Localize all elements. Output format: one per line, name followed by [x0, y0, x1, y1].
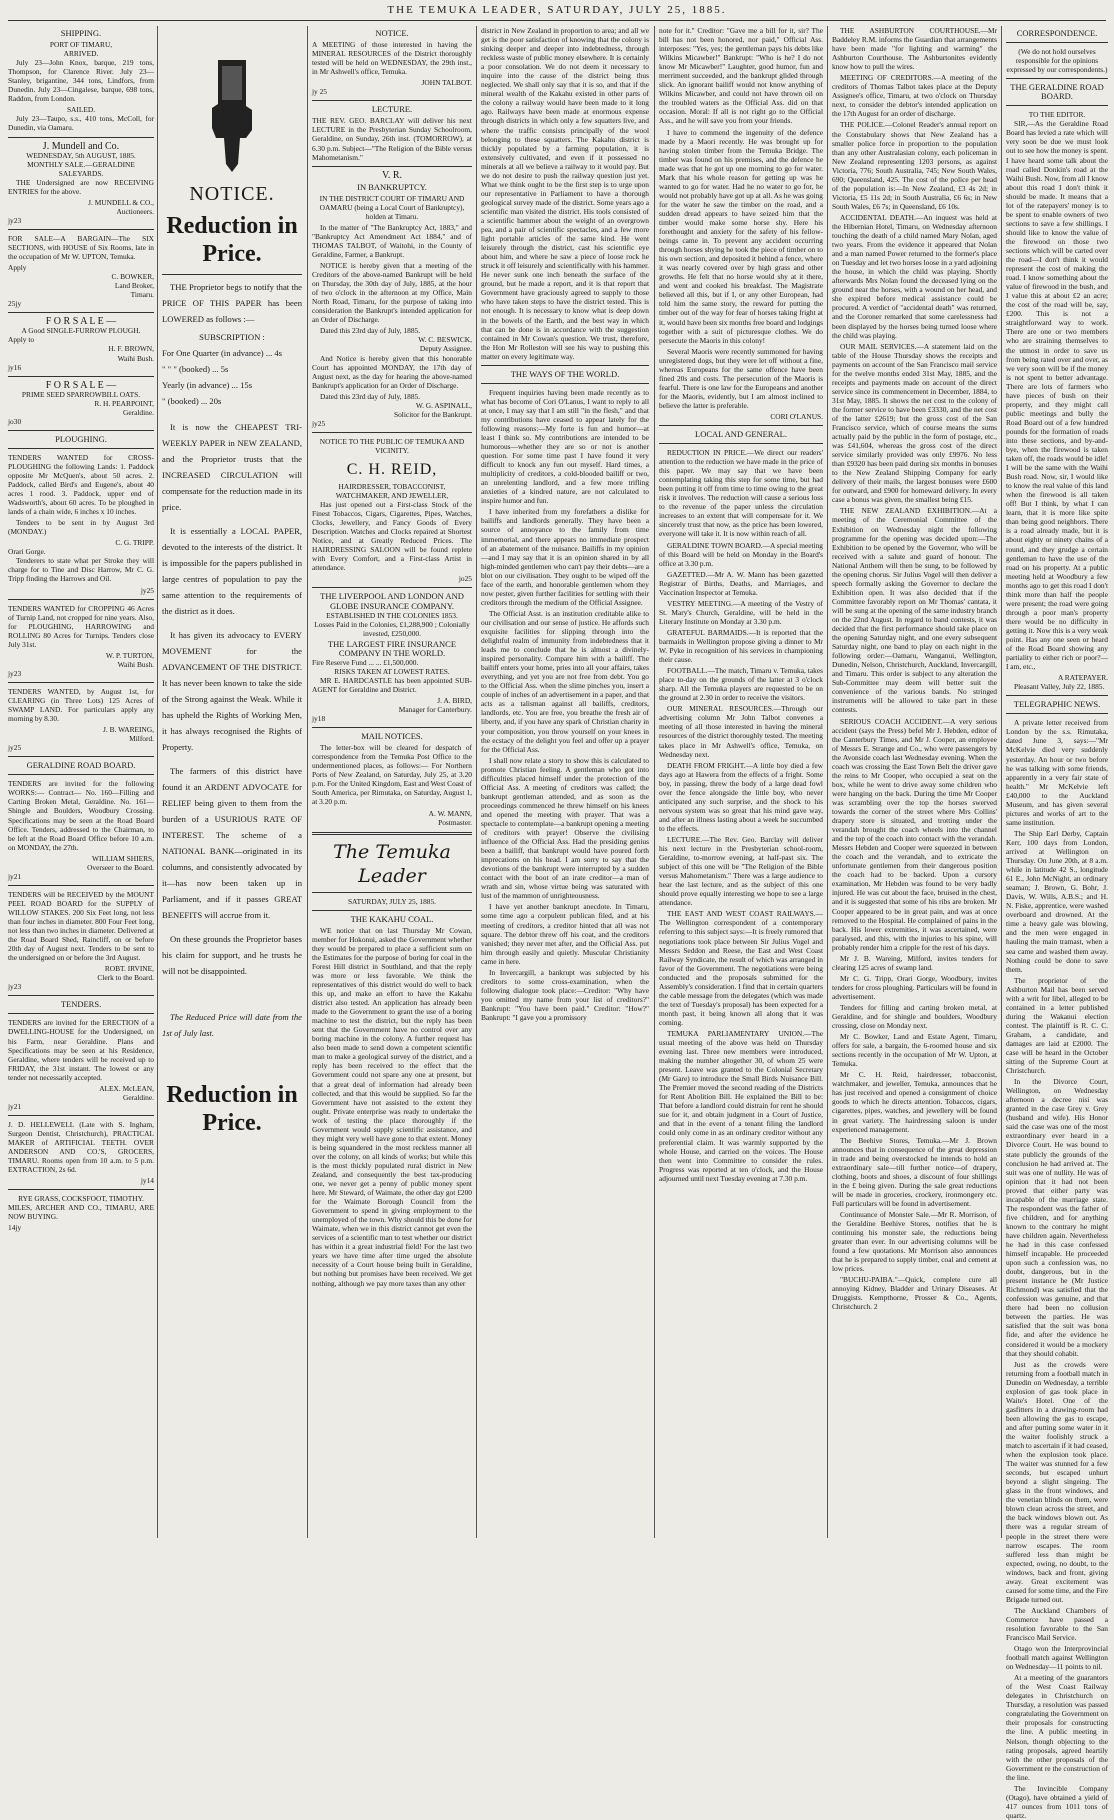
ad-text: In the matter of "The Bankruptcy Act, 1883," and "Bankruptcy Act Amendment Act 1884," and of THOMAS TALBOT, of Waitohi, in the County of Geraldine, Farmer, a Bankrupt.	[312, 222, 472, 259]
ad-subheading: HAIRDRESSER, TOBACCONIST, WATCHMAKER, AND JEWELLER,	[335, 481, 449, 501]
ad-heading: RYE GRASS, COCKSFOOT, TIMOTHY.	[18, 1194, 144, 1204]
ad-text: A Good SINGLE-FURROW PLOUGH.	[21, 326, 141, 336]
court-heading: IN THE DISTRICT COURT OF TIMARU AND OAMARU (being a Local Court of Bankruptcy), holden at Timaru.	[319, 193, 465, 221]
news-item: THE EAST AND WEST COAST RAILWAYS.—The Wellington correspondent of a contemporary referring to this subject says:—It is freely rumored that negotiations took place between Sir Julius Vogel and Messrs Seddon and Reese, the East and West Coast Railway Syndicate, the result of which was arranged in favor of the Government. The negotiations were being conducted and the proposals submitted for the Assembly's consideration. I find that in certain quarters the cable message from the delegates (which was made the text of Tuesday's proposal) has been expected for a month past, it being known all along that it was coming.	[659, 909, 823, 1027]
signature: C. G. TRIPP.	[115, 538, 154, 548]
column-rule	[1001, 26, 1002, 1538]
news-item: LECTURE.—The Rev. Geo. Barclay will deliver his next lecture in the Presbyterian school-room, Geraldine, to-morrow evening, at half-past six. The subject of this one will be "The Religion of the Bible versus Mahometanism." There was a large audience to hear the last lecture, and as the subject of this one should prove equally interesting we hope to see a large attendance.	[659, 834, 823, 908]
ad-text: Losses Paid in the Colonies, £1,288,900 ; Colonially invested, £250,000.	[314, 619, 470, 638]
article-text: Several Maoris were recently summoned for having unregistered dogs, but they were let off without a fine, whereas Europeans for the same offence have been fined 20s and costs. The persecution of the Maoris is fearful. There is one law for the Europeans and another for the Maoris, evidently, but I am almost inclined to believe the latter is preferable.	[659, 346, 823, 410]
sale-heading: MONTHLY SALE.—GERALDINE SALEYARDS.	[27, 159, 135, 178]
section-heading: MAIL NOTICES.	[361, 731, 423, 742]
section-heading: NOTICE.	[375, 28, 409, 38]
article-heading: LOCAL AND GENERAL.	[695, 429, 787, 440]
ad-code: jy23	[8, 982, 22, 992]
signature-place: Waihi Bush.	[117, 353, 154, 363]
ad-text: Apply	[8, 263, 27, 273]
divider	[312, 910, 472, 911]
notice-text: It is now the CHEAPEST TRI-WEEKLY PAPER in NEW ZEALAND, and the Proprietor trusts that the INCREASED CIRCULATION will compensate for the reduction made in its price.	[162, 422, 302, 512]
news-item: The Beehive Stores, Temuka.—Mr J. Brown announces that in consequence of the great depression in trade and being overstocked he intends to hold an extraordinary sale—till further notice—of drapery, clothing, boots and shoes, a discount of four shillings in the £ being given. During the sale great reductions will be made in groceries, crockery, ironmongery etc. Full particulars will be found in advertisement.	[832, 1135, 997, 1208]
article-heading: THE KAKAHU COAL.	[350, 913, 434, 924]
ad-text: Has just opened out a First-class Stock of the Finest Tobaccos, Cigars, Cigarettes, Pipes, Watches, Clocks, Jewellery, and Fancy Goods of Every Description. Watches and Clocks repaired at Shortest Notice, and at Greatly Reduced Prices. The HAIRDRESSING SALOON will be found replete with Every Comfort, and a First-class Artist in attendance.	[312, 500, 472, 573]
ad-text: A MEETING of those interested in having the MINERAL RESOURCES of the District thoroughly tested will be held on WEDNESDAY, the 29th inst., in Mr Ashwell's office, Temuka.	[312, 40, 472, 77]
divider	[1006, 713, 1108, 714]
ad-code: jy18	[312, 714, 326, 724]
advertiser-heading: J. Mundell and Co.	[42, 140, 120, 152]
article-heading: THE WAYS OF THE WORLD.	[510, 368, 620, 379]
ad-text: TENDERS are invited for the ERECTION of a DWELLING-HOUSE for the Undersigned, on his Farm, near Geraldine. Plans and Specifications may be seen at his Residence, Geraldine, where tenders will be received up to FRIDAY, the 31st instant. The lowest or any tender not necessarily accepted.	[8, 1018, 154, 1082]
divider	[8, 774, 154, 775]
ad-text: MR E. HARDCASTLE has been appointed SUB-AGENT for Geraldine and District.	[312, 675, 472, 694]
ad-text: NOTICE is hereby given that a meeting of the Creditors of the above-named Bankrupt will be held on Thursday, the 30th day of July, 1885, at the hour of two o'clock in the afternoon at my Office, Main North Road, Timaru, for the purpose of taking into consideration the Bankrupt's intended application for an Order of Discharge.	[312, 261, 472, 325]
divider	[8, 1115, 154, 1116]
news-item: Otago won the Interprovincial football match against Wellington on Wednesday—11 points to nil.	[1006, 1644, 1108, 1672]
ad-heading: F O R S A L E —	[45, 316, 117, 328]
signature: WILLIAM SHIERS,	[92, 853, 154, 863]
ad-text: THE Undersigned are now RECEIVING ENTRIES for the above.	[8, 177, 154, 196]
ad-code: jy25	[312, 418, 326, 428]
signature: ROBT. IRVINE,	[104, 964, 154, 974]
advertiser-name: C. H. REID,	[346, 460, 438, 478]
divider	[8, 756, 154, 757]
article-text: I have yet another bankrupt anecdote. In Timaru, some time ago a corpulent publican filed, and at his meeting of creditors, a creditor hinted that all was not square. The debtor threw off his coat, and the creditors vanished; they never met after, and the Official Ass. put him through easily and quietly. Muscular Christianity came in here.	[481, 902, 649, 966]
news-item: The Ship Earl Derby, Captain Kerr, 100 days from London, arrived at Wellington on Thursday. On June 20th, at 8 a.m. while in latitude 42 S., longitude 61 E., John McNight, an ordinary seaman; J. Brown, G. Bohr, J. Davis, W. Wills, A.B.S.; and H. N. Fiske, apprentice, were washed overboard and drowned. At the time a heavy gale was blowing, and the men were engaged in hauling the main tramast, when a sea came and washed them away. Nothing could be done to save them.	[1006, 828, 1108, 974]
news-item: THE POLICE.—Colonel Reader's annual report on the Constabulary shows that New Zealand has a smaller police force in proportion to the population than any other Australasian colony, each policeman in New Zealand representing 1203 persons, as against Victoria, 776; South Australia, 745; New South Wales, 690; Queensland, 425. The cost of the police per head of the population is:—In New Zealand, £3 4s 2d; in Victoria, £5 11s 2d; in South Australia, £6 6s; in New South Wales, £6 7s; in Queensland, £6 10s.	[832, 120, 997, 211]
signature-place: Geraldine.	[123, 407, 154, 417]
article-text: The Official Asst. is an institution creditable alike to our civilisation and our sense of justice. He affords such exquisite facilities for slipping through into the delightful realm of immunity from indebtedness that it leads me to conclude that he is almost a divinely-inspired personality. Compare him with a bailiff. The bailiff enters your home, pries into all your affairs, takes everything, and yet you are not free from debt. You go to the Official Ass. when the slime pinches you, insert a couple of inches of an advertisement in a paper, and that acts as a talisman against all bailiffs, creditors, landlords, etc. You are free, you breathe the fresh air of liberty, and, if you have any spark of Christian charity in your composition, you throw yourself on your knees in the ecstacy of the delight you feel and offer up a prayer for the Official Ass.	[481, 608, 649, 754]
ad-text: MILES, ARCHER AND CO., TIMARU, ARE NOW BUYING.	[8, 1203, 154, 1222]
ad-text: Apply to	[8, 335, 35, 345]
ad-heading: F O R S A L E —	[45, 379, 117, 391]
column-7	[1006, 26, 1109, 1820]
signature: J. B. WAREING,	[103, 725, 154, 735]
news-item: At a meeting of the guarantors of the West Coast Railway delegates in Christchurch on Thursday, a resolution was passed congratulating the Government on their proposals for constructing the line. A public meeting in Nelson, though objecting to the rating proposals, agreed heartily with the other proposals of the Government re the construction of the line.	[1006, 1673, 1108, 1782]
signature: CORI O'LANUS.	[770, 411, 823, 421]
issue-date: SATURDAY, JULY 25, 1885.	[347, 896, 437, 906]
signature: J. A. BIRD,	[437, 696, 472, 705]
port-heading: PORT OF TIMARU,	[49, 40, 113, 50]
ad-text: J. D. HELLEWELL (Late with S. Ingham, Surgeon Dentist, Christchurch), PRACTICAL MAKER of ARTIFICIAL TEETH. OVER ANDERSON AND CO.'S, GROCERS, TIMARU. Rooms open from 10 a.m. to 5 p.m. EXTRACTION, 2s 6d.	[8, 1119, 154, 1175]
article-heading: TELEGRAPHIC NEWS.	[1013, 699, 1101, 710]
section-heading: GERALDINE ROAD BOARD.	[26, 760, 136, 771]
section-heading: CORRESPONDENCE.	[1016, 28, 1098, 38]
news-item: SERIOUS COACH ACCIDENT.—A very serious accident (says the Press) befel Mr J. Hebden, editor of the Canterbury Times, and Mr J. Cooper, an employee of Messrs E. Strange and Co., who were passengers by the Avonside coach last Wednesday evening. When the coach was crossing the East Town Belt the driver gave the reins to Mr Cooper, who occupied a seat on the box, while he went to drive away some children who were hanging on the back. During the time Mr Cooper was scrambling over the top the horses swerved towards the corner of the street where Mrs Collins' drapery store is situated, and trotting under the verandah brought the coach wheels into the channel and the top of the coach into contact with the verandah. Messrs Hebden and Cooper were squeezed in between the coach and the verandah, and to extricate the unfortunate gentlemen from their dangerous position the coach had to be backed. Upon a cursory examination, Mr Hebden was found to be very badly injured. He was cut about the face, bruised in the chest, and it is suggested that some of his ribs are broken. Mr Cooper appeared to be in great pain, and was at once removed to the Hospital. He complained of pains in the back. His lower extremities, it was ascertained, were paralysed, and this, with the injuries to his spine, will probably render him a cripple for the rest of his days.	[832, 716, 997, 952]
signature: R. H. PEARPOINT,	[94, 398, 154, 408]
signature-role: Deputy Assignee.	[419, 344, 472, 354]
sale-date: WEDNESDAY, 5th AUGUST, 1885.	[26, 150, 136, 160]
news-item: THE ASHBURTON COURTHOUSE.—Mr Baddeley R.M. informs the Guardian that arrangements have been made "for lighting and warming" the Ashburton Courthouse. The Ashburtonites evidently know how to pull the wires.	[832, 26, 997, 72]
signature-role: Auctioneers.	[116, 206, 154, 216]
ad-code: jo25	[458, 574, 472, 584]
news-item: DEATH FROM FRIGHT.—A little boy died a few days ago at Hawera from the effects of a fright. Some boy, in passing, threw the body of a large dead fowl over the fence alongside the little boy, who never anticipated any such surprise, and the shock to his nervous system was so great that his mind gave way, and after an illness lasting about a week he succumbed to the effects.	[659, 760, 823, 833]
news-item: The Auckland Chambers of Commerce have passed a resolution favorable to the San Francisco Mail Service.	[1006, 1605, 1108, 1643]
column-1	[8, 26, 154, 1538]
divider	[8, 995, 154, 996]
ad-code: jy23	[8, 215, 22, 225]
divider	[8, 682, 154, 683]
article-text: In Invercargill, a bankrupt was subjected by his creditors to some cross-examination, when the following dialogue took place:—Creditor: "Why have you omitted my name from your list of creditors?" Bankrupt: "You have been paid." Creditor: "How?" Bankrupt: "I gave you a promissory	[481, 967, 649, 1022]
rate-line: " " " (booked) ... 5s	[162, 364, 229, 374]
notice-text: It has given its advocacy to EVERY MOVEMENT for the ADVANCEMENT OF THE DISTRICT. It has never been known to take the side of the Strong against the Weak. While it has upheld the Rights of Working Men, it has always recognised the Rights of Property.	[162, 630, 302, 752]
news-item: MEETING OF CREDITORS.—A meeting of the creditors of Thomas Talbot takes place at the Deputy Assignee's office, Timaru, at two o'clock on Thursday next, to consider the debtor's intended application on the 17th August for an order of discharge.	[832, 73, 997, 119]
news-item: GRATEFUL BARMAIDS.—It is reported that the barmaids in Wellington propose giving a dinner to Mr W. Pyke in recognition of his services in championing their cause.	[659, 627, 823, 665]
section-heading: PLOUGHING.	[55, 433, 107, 444]
signature-role: Clerk to the Board.	[97, 973, 154, 983]
news-item: "BUCHU-PAIBA."—Quick, complete cure all annoying Kidney, Bladder and Urinary Diseases. At Druggists. Kempthorne, Prosser & Co., Agents, Christchurch. 2	[832, 1275, 997, 1312]
news-item: Mr J. B. Wareing, Milford, invites tenders for clearing 125 acres of swamp land.	[832, 953, 997, 972]
article-text: I shall now relate a story to show this is calculated to promote Christian feeling. A gentleman who got into difficulties placed himself under the protection of the Official Ass. A meeting of creditors was called; the bankrupt gentleman attended, and as soon as the proceedings commenced he threw himself on his knees and opened the meeting with prayer. That was a spectacle to contemplate—a bankrupt opening a meeting of creditors with prayer! Observe the civilising influence of the Official Ass. Had the presiding genius been a bailiff, that bankrupt would have poured forth imprecations on his head. I am sorry to say that the devotions of the bankrupt were interrupted by a sudden contact with the boot of an irate creditor—a man of wrath and sin, whose virtue being was saturated with lust of the mammon of unrighteousness.	[481, 755, 649, 901]
masthead-rule	[8, 20, 1106, 21]
news-item: ACCIDENTAL DEATH.—An inquest was held at the Hibernian Hotel, Timaru, on Wednesday afternoon touching the death of a child named Mary Nolan, aged two years. From the evidence it appeared that Nolan and a man named Power returned to the former's place on Tuesday and let two horses loose in a yard adjoining the house, in which the child was playing. Shortly afterwards Mrs Nolan found the deceased lying on the ground near the horses, with a wound on her head, and she expired before medical assistance could be procured. A verdict of "accidental death" was returned, and the Coroner remarked that some carelessness had been displayed by the horses being turned loose where the child was playing.	[832, 212, 997, 340]
ad-code: jy 25	[312, 87, 327, 97]
divider	[312, 727, 472, 728]
divider	[8, 137, 154, 138]
signature: W. P. TURTON,	[105, 650, 154, 660]
signature-place: Milford.	[129, 734, 154, 744]
newspaper-title: The Temuka Leader	[333, 840, 451, 887]
ad-code: jy21	[8, 1101, 22, 1111]
divider	[8, 1013, 154, 1014]
divider	[659, 443, 823, 444]
divider	[312, 100, 472, 101]
divider	[481, 365, 649, 366]
news-item: The Invincible Company (Otago), have obtained a yield of 417 ounces from 1011 tons of quartz.	[1006, 1783, 1108, 1820]
rate-line: For One Quarter (in advance) ... 4s	[162, 348, 283, 358]
divider	[1006, 695, 1108, 696]
ad-code: jy23	[8, 668, 22, 678]
ad-text: ESTABLISHED IN THE COLONIES 1853.	[326, 610, 458, 620]
ad-heading: NOTICE TO THE PUBLIC OF TEMUKA AND VICINITY.	[319, 436, 465, 455]
news-item: THE NEW ZEALAND EXHIBITION.—At a meeting of the Ceremonial Committee of the Exhibition on Wednesday night the following programme for the opening was decided upon:—The Exhibition to be opened by the Governor, who will be received with a salute and guard of honour. The National Anthem will then be sung, to be followed by the opening chorus. Sir Julius Vogel will then deliver a speech formally asking the Governor to declare the Exhibition open. It was also decided that if the Committee favorably report on Mr Thomas' cantata, it will be sung at the opening of the same industry branch on the 22nd August. In regard to band contests, it was decided that the first performance should take place on the opening Saturday night, and one every subsequent Saturday night, one band to play on each night in the following order:—Oamaru, Wanganui, Wellington, Dunedin, Nelson, Christchurch, Auckland, Invercargill, and Timaru. This order is subject to any alteration the Sub-Committee may deem will better suit the convenience of the various bands. No stringed instruments will be allowed to take part in these contests.	[832, 506, 997, 715]
divider	[162, 274, 302, 275]
article-text: WE notice that on last Thursday Mr Cowan, member for Hokonui, asked the Government whether they would be prepared to place a sufficient sum on the Estimates for the purpose of boring for coal in the Forest Hill district in Southland, and that the reply was more or less favorable. We think the representatives of this district would do well to back this up, and make an effort to have the Kakahu district also tested. An application has already been made to the Government to grant the use of a boring machine to test the district, but the reply has been sent that the Government have no control over any boring machine in the colony. A further request has also been made to send down a competent scientific man to make a geological survey of the district, and a reply has been received to the effect that the Government could not spare any one at present, but that a great deal of information had already been collected, and that this would be supplied. So far the Government have not assisted to the extent they ought. Private enterprise was ready to undertake the work of testing the place thoroughly if the Government would supply scientific assistance, and they might very well have gone to that extent. Money is being squandered in the most reckless manner all over the colony, on all kinds of works; but while this is the most thickly populated rural district in New Zealand, and consequently the best tax-producing one, we never get a penny of public money spent here. Mr Steward, of Waimate, the other day got £200 for the Waimate Borough Council from the Government to spend in giving employment to the unemployed of the town. Why should this be done for Waimate, when we in this district cannot get even the services of a scientific man to test whether our district has within it a great industrial field! For the last two years we have time after time urged the absolute necessity of a Court house being built in Geraldine, but nothing but promises have been received. We get nothing, although we pay more taxes than any other	[312, 925, 472, 1288]
arrivals-text: July 23—John Knox, barque, 219 tons, Thompson, for Clarence River. July 23—Stanley, brigantine, 344 tons, Lindfors, from Dunedin. July 23—Cingalese, barque, 698 tons, Raddon, from London.	[8, 58, 154, 104]
column-rule	[307, 26, 308, 1538]
subheading: SAILED.	[66, 105, 96, 115]
divider	[8, 599, 154, 600]
article-text: district in New Zealand in proportion to area; and all we get is the poor satisfaction of knowing that the colony is sinking deeper and deeper into indebtedness, through reckless waste of public money elsewhere. It is certainly a poor consolation. We do not deem it necessary to inquire into the cause of the district being thus neglected. We shall only say that it is so, and that if the mineral wealth of the Kakahu existed in other parts of the colony a railway would have been made to it long ago. Railways have been made at enormous expense through districts in which only a few squatters live, and where the traffic consists principally of the wool belonging to these squatters. The Kakahu district is thickly populated by a farming population, it is extensively cultivated, and even if it possessed no minerals at all we believe a railway to it would pay. But we do not desire to push the railway question just yet. What we think ought to be the first step is to urge upon our representative in Parliament to have a thorough geological survey made of the district. Some years ago a scientific man visited the district. His tools consisted of a scientific hammer about the weight of an overgrown pea, and a pair of scientific spectacles, and a few more light portable articles of the same kind. He went leisurely through the district, cast his scientific eye about him, and where he saw a piece of loose rock he struck it off leisurely and scientifically with his hammer. He never sunk one inch beneath the surface of the ground, but he made a report, and it is that report that Government have graciously agreed to supply to those who have taken steps to have the district tested. This is not enough. It is necessary to know what is deep down in the bowels of the Earth, and the best way in which that can be done is in accordance with the suggestion contained in Mr Cowan's question. We trust, therefore, the Hon Mr Rolleston will see his way to pushing this matter on every legitimate way.	[481, 26, 649, 361]
divider	[312, 892, 472, 893]
divider	[1006, 78, 1108, 79]
ad-text: And Notice is hereby given that this honorable Court has appointed MONDAY, the 17th day of August next, as the day for hearing the above-named Bankrupt's application for an Order of Discharge.	[312, 353, 472, 390]
news-item: REDUCTION IN PRICE.—We direct our readers' attention to the reduction we have made in the price of this paper. We may say that we have been contemplating taking this step for some time, but had been putting it off from time to time owing to the great risk it involves. The reduction will cause a serious loss to the revenue of the paper unless the circulation increases to an extent that will compensate for it. We sincerely trust that now, as the price has been lowered, everyone will take it. It is now within reach of all.	[659, 448, 823, 539]
ad-code: jo30	[8, 416, 22, 426]
ad-code: jy21	[8, 871, 22, 881]
divider	[659, 425, 823, 426]
signature: J. MUNDELL & CO.,	[88, 197, 154, 207]
news-item: Just as the crowds were returning from a football match in Dunedin on Wednesday, a terrible explosion of gas took place in Waite's Hotel. One of the gasfitters in a drawing-room had been allowing the gas to escape, and after putting some water in it the waiter foolishly struck a match to ascertain if it had ceased, when the explosion took place. The waiter was stunned for a few seconds, but escaped unhurt beyond a slight singeing. The glass in the front windows, and the venetian blinds on them, were blown clean across the street, and the back windows blown out. As there was a regular stream of people in the street there were narrow escapes. The room suffered less than might be expected, owing, no doubt, to the windows, back and front, giving away. Great excitement was caused for some time, and the Fire Brigade turned out.	[1006, 1359, 1109, 1604]
ad-text: PRIME SEED SPARROWBILL OATS.	[21, 389, 141, 399]
section-heading: SHIPPING.	[60, 28, 102, 38]
signature-role: Solicitor for the Bankrupt.	[394, 409, 472, 419]
signature-role: Land Broker,	[114, 281, 154, 291]
ad-text: TENDERS will be RECEIVED by the MOUNT PEEL ROAD BOARD for the SUPPLY of WILLOW STAKES. 200 Six Feet long, not less than four inches in diameter. 800 Four Feet long, not less than two inches in diameter. Delivered at the Road Board Shed, Raincliff, on or before 20th day of August next. Tenders to be sent to the undersigned on or before the 3rd August.	[8, 889, 154, 963]
divider	[1006, 105, 1108, 106]
ad-text: TENDERS WANTED, by August 1st, for CLEARING (in Three Lots) 125 Acres of SWAMP LAND. For particulars apply any morning by 8.30.	[8, 686, 154, 724]
signature-place: Geraldine.	[123, 1092, 154, 1102]
news-item: In the Divorce Court, Wellington, on Wednesday afternoon a decree nisi was granted in the case Grey v. Grey (husband and wife). His Honor said the case was one of the most extraordinary ever heard in a Divorce Court. He was bound to state publicly the grounds of the conclusion he had arrived at. The suit was one of nullity. He was of opinion that it had not been proved that either party was incapable of the marriage state. The respondent was the father of five children, and for anything known to the contrary he might have children again. Nevertheless he had in this case confessed himself incapable. He proceeded upon such a confession was, no doubt, dangerous, but in the present instance he (Mr Justice Richmond) was satisfied that the confession was genuine, and that there had been no collusion between the parties. He was satisfied that the suit was bona fide, and after the evidence he considered it would be a mockery that they should cohabit.	[1006, 1077, 1108, 1358]
divider	[8, 312, 154, 313]
article-text: Frequent inquiries having been made recently as to what has become of Cori O'Lanus, I want to reply to all at once, I may say that I am still "in the flesh," and that my contributions have ceased to appear lately for the following reasons:—My forte is fun and humor—at least I think so. My contributions are intended to be humorous—whether they are so or not is another question. For some time past I have found it very difficult to knock any fun out myself. Hard times, a multiplicity of creditors, a cold-blooded bailiff or two, an unrelenting landlord, and a few more trifling anxieties of a kindred nature, are not calculated to inspire humor and fun.	[481, 387, 649, 506]
article-text: I have to commend the ingenuity of the defence made by a Maori recently. He was brought up for having stolen timber from the Temuka Bridge. The timber was found on his premises, and the defence he made was that he got up one morning to go for water. Mark that his whole reason for getting up was he wanted to go for water. Had he no water to go for, he would not probably have got up at all. As he was going for the water he saw the timber on the road, and a sudden dread appears to have seized him that the timber would make some horse shy. Here his forethought and anxiety for the safety of his fellow-beings came in. To prevent any accident occurring through horses shying he took the piece of timber on to his own section, and deposited it behind a fence, where it was nearly covered over by high grass and other growths. He felt that no horse would shy at it there, and went and cooked his breakfast. The Magistrate believed all this, but if I, or any other European, had told him the same story, the reward for putting the timber out of the way for fear of horses taking fright at it, would have been six months free board and lodgings together with a suit of picturesque clothes. We do persecute the Maoris in this colony!	[659, 127, 823, 345]
ad-code: jy25	[8, 743, 22, 753]
news-item: A private letter received from London by the s.s. Rimutaka, dated June 3, says:—"Mr McKelvie died very suddenly yesterday. An hour or two before he was talking with some friends, apparently in a very fair state of health." Mr McKelvie left £40,000 to the Auckland Museum, and has given several pictures and works of art to the same institution.	[1006, 718, 1108, 827]
article-text: note for it." Creditor: "Gave me a bill for it, sir? The bill has not been honored, nor paid," Official Ass. interposes: "Yes, yes; the gentleman pays his debts like Wilkins Micawber!" Bankrupt: "Who is he? I do not know Mr Micawber!" Laughter, good humor, fun and merriment succeeded, and the bankrupt glided through slick. An ignorant bailiff would not know anything of Wilkins Micawber, and could not have thrown oil on the troubled waters as the Official Ass. did on that occasion. Moral: If all is not right go to the Official Ass., and he will save you from your friends.	[659, 26, 823, 126]
news-item: Tenders for filling and carting broken metal, at Geraldine, and for shingle and boulders, Woodbury crossing, close on Monday next.	[832, 1002, 997, 1031]
ad-text: TENDERS WANTED for CROPPING 46 Acres of Turnip Land, not cropped for nine years. Also, for PLOUGHING, HARROWING and ROLLING 80 Acres for Turnips. Tenders close July 31st.	[8, 603, 154, 649]
column-3	[312, 26, 472, 1538]
divider	[312, 166, 472, 167]
news-item: TEMUKA PARLIAMENTARY UNION.—The usual meeting of the above was held on Thursday evening last. Three new members were introduced, making the number altogether 30, of whom 25 were present. Leave was granted to the Colonial Secretary (Mr Gare) to introduce the Small Birds Nuisance Bill. The Premier moved the second reading of the Districts for Rent Abolition Bill. He explained the Bill to be: That before a landlord could distrain for rent he should sue for it, and obtain judgment in a Court of Justice, and that in the event of a tenant filing the landlord could only come in as an ordinary creditor without any preferential claim. It was warmly supported by the whole House, and carried on the voices. The House then went into Committee to consider the rules. Progress was reported at ten o'clock, and the House adjourned until next Tuesday evening at 7.30 p.m.	[659, 1028, 823, 1183]
article-text: I have inherited from my forefathers a dislike for bailiffs and landlords generally. They have been a source of annoyance to the family from time immemorial, and there appears no immediate prospect of an abatement of the nuisance. Bailiffs in my opinion—and I may say that it is an opinion shared in by all high-minded gentlemen who can't pay their debts—are a blot on our civilisation. They ought to be wiped off the face of the earth, and honorable gentlemen whom they now pester, given further facilities for settling with their creditors through the medium of the Official Assignee.	[481, 507, 649, 607]
ad-text: Tenders to be sent in by August 3rd (MONDAY.)	[8, 518, 154, 537]
disclaimer: (We do not hold ourselves responsible for the opinions expressed by our correspondents.)	[1006, 47, 1108, 75]
signature-role: Postmaster.	[438, 817, 472, 827]
divider	[8, 1189, 154, 1190]
subheading: ARRIVED.	[63, 49, 99, 59]
signature: C. BOWKER,	[111, 272, 154, 282]
rate-line: " (booked) ... 20s	[162, 396, 222, 406]
reduction-heading: Reduction in Price.	[166, 213, 298, 267]
signature: W. C. BESWICK,	[418, 335, 472, 345]
divider	[312, 587, 472, 588]
rate-line: Yearly (in advance) ... 15s	[162, 380, 253, 390]
divider	[8, 885, 154, 886]
royal-cipher: V. R.	[381, 169, 403, 181]
news-item: VESTRY MEETING.—A meeting of the Vestry of St. Mary's Church, Geraldine, will be held in the Literary Institute on Monday at 3.30 p.m.	[659, 598, 823, 626]
ad-text: RISKS TAKEN AT LOWEST RATES.	[334, 666, 450, 676]
news-item: Mr C. Bowker, Land and Estate Agent, Timaru, offers for sale, a bargain, the 6-roomed house and six sections recently in the occupation of Mr W. Upton, at Temuka.	[832, 1032, 997, 1069]
news-item: Mr C. G. Tripp, Orari Gorge, Woodbury, invites tenders for cross ploughing. Particulars will be found in advertisement.	[832, 973, 997, 1001]
date-line: Dated this 23rd day of July, 1885.	[320, 391, 421, 401]
column-5	[659, 26, 823, 1538]
ad-heading: THE LIVERPOOL AND LONDON AND GLOBE INSURANCE COMPANY.	[320, 591, 464, 611]
signature: W. G. ASPINALL,	[415, 400, 472, 410]
reduction-heading: Reduction in Price.	[166, 1082, 298, 1136]
signature: ALEX. McLEAN,	[99, 1083, 154, 1093]
notice-heading: NOTICE.	[189, 183, 275, 205]
sailings-text: July 23—Taupo, s.s., 410 tons, McColl, for Dunedin, via Oamaru.	[8, 114, 154, 133]
ad-text: Fire Reserve Fund ... ... £1,500,000.	[312, 657, 419, 667]
letter-address: TO THE EDITOR.	[1028, 110, 1086, 120]
notice-text: On these grounds the Proprietor bases his claim for support, and he trusts he will not be disappointed.	[162, 934, 302, 976]
date-line: Dated this 23rd day of July, 1885.	[320, 326, 421, 336]
ad-code: jy16	[8, 362, 22, 372]
signature: A RATEPAYER.	[1058, 673, 1108, 683]
divider	[1006, 42, 1108, 43]
section-heading: LECTURE.	[371, 104, 413, 115]
news-item: Continuance of Monster Sale.—Mr R. Morrison, of the Geraldine Beehive Stores, notifies that he is continuing his monster sale, the reductions being greater than ever. In our advertising columns will be found a few quotations. Mr Morrison also announces that he is prepared to supply timber, coal and cement at low prices.	[832, 1210, 997, 1274]
notice-text: It is essentially a LOCAL PAPER, devoted to the interests of the district. It is impossible for the papers published in large centres of population to pay the same attention to the requirements of the district as it does.	[162, 526, 302, 616]
signature: H. F. BROWN,	[108, 344, 154, 354]
news-item: Mr C. H. Reid, hairdresser, tobacconist, watchmaker, and jeweller, Temuka, announces that he has just received and opened a consignment of choice goods to which he directs attention. Tobaccos, cigars, cigarettes, pipes, watches, and jewellery will be found in great variety. The hairdressing saloon is under experienced management.	[832, 1070, 997, 1134]
news-item: OUR MINERAL RESOURCES.—Through our advertising column Mr John Talbot convenes a meeting of all those interested in having the mineral resources of the district thoroughly tested. The meeting takes place in Mr Ashwell's office, Temuka, on Wednesday next.	[659, 704, 823, 759]
divider	[8, 430, 154, 431]
signature-place: Timaru.	[130, 290, 154, 300]
divider	[8, 229, 154, 230]
signature-place: Orari Gorge.	[8, 547, 46, 557]
ad-heading: THE LARGEST FIRE INSURANCE COMPANY IN THE WORLD.	[327, 638, 457, 658]
divider	[8, 448, 154, 449]
news-item: GAZETTED.—Mr A. W. Mann has been gazetted Registrar of Births, Deaths, and Marriages, and Vaccination Inspector at Temuka.	[659, 569, 823, 597]
notice-text: THE Proprietor begs to notify that the PRICE OF THIS PAPER has been LOWERED as follows :—	[162, 282, 302, 324]
divider	[481, 383, 649, 384]
notice-text: The farmers of this district have found it an ARDENT ADVOCATE for RELIEF being given to them from the burden of a USURIOUS RATE OF INTEREST. The scheme of a NATIONAL BANK—originated in its columns, and consistently advocated by it—has now been taken up in Parliament, and if it passes GREAT BENEFITS will accrue from it.	[162, 766, 302, 920]
ad-text: TENDERS are invited for the following WORKS:— Contract— No. 160—Filling and Carting Broken Metal, Geraldine. No. 161—Shingle and Boulders, Woodbury Crossing. Specifications may be seen at the Road Board Office. Tenders, addressed to the Chairman, to be left at the Road Board Office before 10 a.m. on MONDAY, the 27th.	[8, 779, 154, 852]
ad-text: The letter-box will be cleared for despatch of correspondence from the Temuka Post Office to the undermentioned places, as follows:— For Northern Ports of New Zealand, on Saturday, July 25, at 3.20 p.m. For the United Kingdom, East and West Coast of South America, per Rimutaka, on Saturday, August 1, at 3.20 p.m.	[312, 743, 472, 807]
ad-code: jy14	[140, 1176, 154, 1186]
column-rule	[157, 26, 158, 1538]
ad-code: 25jy	[8, 299, 22, 309]
subscription-heading: SUBSCRIPTION :	[199, 332, 265, 342]
divider	[8, 376, 154, 377]
column-2	[162, 26, 302, 1538]
divider	[312, 432, 472, 433]
divider	[312, 832, 472, 835]
signature: JOHN TALBOT.	[421, 78, 472, 88]
ad-text: TENDERS WANTED for CROSS-PLOUGHING the following Lands: 1. Paddock opposite Mr McQuen's, about 50 acres. 2. Paddock, called Bird's and Eugene's, about 40 acres 1 rood. 3. Paddock, upper end of Wadsworth's, about 60 acres. To be ploughed in lands of a chain wide, 6 inches x 10 inches.	[8, 452, 154, 517]
news-item: OUR MAIL SERVICES.—A statement laid on the table of the House Thursday shows the receipts and payments on account of the San Francisco mail service for the twelve months ended 31st May, 1885, and the receipts and payments made on account of the direct service since its commencement in December, 1884, to 31st May, 1885. It shows the net cost to the colony of the former service to have been £3330, and the net cost of the latter £2619; but the gross cost of the San Francisco service, which of course means the sums actually paid by the public in the form of postage, etc., was £41,604, whereas the gross cost of the direct service similarly provided was only £9976. No less than £9320 has been paid during six months in bonuses to the New Zealand Shipping Company for early delivery of their mails, the largest bonuses were £600 for outward, and £900 for homeward delivery. In every case a bonus was given, the smallest being £15.	[832, 341, 997, 505]
news-item: FOOTBALL.—The match, Timaru v. Temuka, takes place to-day on the grounds of the latter at 3 o'clock sharp. All the Temuka players are requested to be on the ground at 2.30 in order to receive the visitors.	[659, 666, 823, 703]
article-heading: THE GERALDINE ROAD BOARD.	[1010, 82, 1104, 102]
column-rule	[476, 26, 477, 1538]
news-item: GERALDINE TOWN BOARD.—A special meeting of this Board will be held on Monday in the Board's office at 3.30 p.m.	[659, 540, 823, 568]
pointing-hand-icon	[202, 56, 262, 176]
signature-role: Overseer to the Board.	[87, 862, 154, 872]
ad-text: FOR SALE—A BARGAIN—The SIX SECTIONS, with HOUSE of Six Rooms, late in the occupation of Mr W. UPTON, Temuka.	[8, 233, 154, 262]
ad-code: 14jy	[8, 1223, 22, 1233]
signature-role: Manager for Canterbury.	[398, 705, 472, 715]
masthead: THE TEMUKA LEADER, SATURDAY, JULY 25, 1885.	[387, 4, 727, 16]
letter-text: SIR,—As the Geraldine Road Board has levied a rate which will very soon be due we must look out to see how the money is spent. I have heard some talk about the road called Donkin's road at the Waihi Bush. Now, from all I know about this road I don't think it should be made. It means that a lot of the ratepayers' money is to be spent to enable owners of two sections to save a few shillings. I should like to know the value of the firewood on those two sections which will be carted over the road—I don't think it would represent the cost of making the road. I know something about the value of firewood in the bush, and I value this at about £2 an acre; the cost of the road will be, say, £200. This is not a straightforward way to work. There are one or two members who are straining themselves to the utmost in order to save us from being rated over and over, as we very soon will be if the money is not spent to better advantage. There are lots of farmers who have pieces of bush on their property, and they might call public meetings and bully the Road Board out of a few hundred pounds for the formation of roads into these sections, and by-and-bye, when the firewood is taken taken off, the roads would be idle! I will be the same with the Waihi Bush road. Now, sir, I would like to know the real value of this land when the firewood is all taken off! But I think, by what I can learn, that it is more like spite than being good neighbors. There is a road already made, but it is about eighty or ninety chains of a round, and they grudge a certain gentleman to have the use of the road on his property. At a public meeting held at Woodbury a few months ago to get this road I don't think more than half the people were present; the road were going through a poor man's property there would be no difficulty in getting it. Now this is a very weak point. Has any one seen or heard of the Road Board showing any partiality to either rich or poor?—I am, etc.,	[1006, 119, 1108, 672]
signature: A. W. MANN,	[428, 808, 472, 818]
section-heading: IN BANKRUPTCY.	[357, 181, 427, 192]
ad-text: THE REV. GEO. BARCLAY will deliver his next LECTURE in the Presbyterian Sunday Schoolroom, Geraldine, on Sunday, 26th inst. (TOMORROW), at 6.30 p.m. Subject—"The Religion of the Bible versus Mahometanism."	[312, 116, 472, 162]
ad-text: Tenderers to state what per Stroke they will charge for to Tine and Disc Harrow, Mr C. G. Tripp finding the Harrows and Oil.	[8, 556, 154, 584]
column-4	[481, 26, 649, 1538]
signature-place: Waihi Bush.	[117, 659, 154, 669]
news-item: The proprietor of the Ashburton Mail has been served with a writ for libel, alleged to be contained in a letter published during the Wakanui election contest. The plaintiff is R. C. C. Graham, a candidate, and damages are laid at £2000. The case will be heard in the October sitting of the Supreme Court at Christchurch.	[1006, 975, 1108, 1076]
signature-place: Pleasant Valley, July 22, 1885.	[1014, 682, 1105, 692]
column-6	[832, 26, 997, 1538]
column-rule	[654, 26, 655, 1538]
notice-text: The Reduced Price will date from the 1st of July last.	[162, 1012, 302, 1038]
column-rule	[827, 26, 828, 1538]
section-heading: TENDERS.	[60, 999, 102, 1010]
ad-code: jy25	[140, 585, 154, 595]
